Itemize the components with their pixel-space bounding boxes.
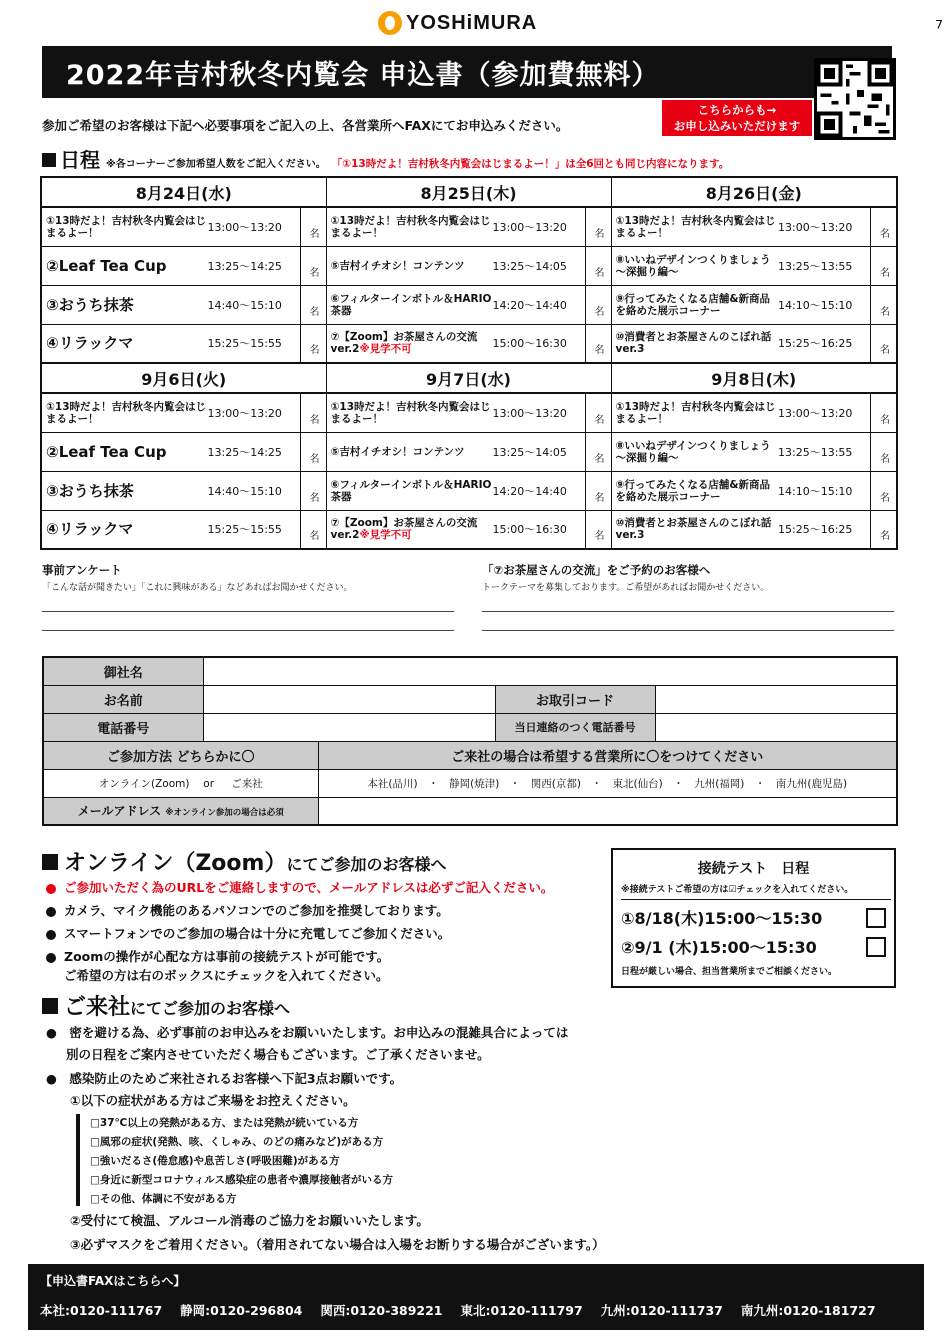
session-entry bbox=[612, 208, 897, 246]
session-name bbox=[327, 215, 493, 239]
session-name bbox=[612, 331, 779, 355]
fax-number: 東北:0120-111797 bbox=[460, 1303, 583, 1318]
session-name-text: ⑩消費者とお茶屋さんのこぼれ話 ver.3 bbox=[615, 517, 772, 542]
symptom-item: □身近に新型コロナウィルス感染症の患者や濃厚接触者がいる方 bbox=[90, 1174, 393, 1186]
attendee-count-field[interactable]: 名 bbox=[300, 394, 326, 432]
session-cell bbox=[611, 471, 897, 510]
fax-number: 静岡:0120-296804 bbox=[180, 1303, 303, 1318]
attendee-count-field[interactable]: 名 bbox=[585, 433, 611, 471]
qr-code-icon[interactable] bbox=[814, 58, 896, 140]
session-name bbox=[42, 481, 208, 500]
logo-text: YOSHiMURA bbox=[406, 11, 538, 34]
session-entry bbox=[612, 394, 897, 432]
date-header: 8月24日(水) bbox=[41, 177, 326, 207]
date-header: 9月6日(火) bbox=[41, 363, 326, 393]
session-name bbox=[42, 215, 208, 239]
session-time: 13:00～13:20 bbox=[207, 406, 282, 420]
online-bullet-text: ご希望の方は右のボックスにチェックを入れてください。 bbox=[64, 968, 389, 983]
connection-test-box bbox=[611, 848, 896, 988]
test-slot-label: ①8/18(木)15:00～15:30 bbox=[621, 909, 823, 928]
online-bullet-text: ご参加いただく為のURLをご連絡しますので、メールアドレスは必ずご記入ください。 bbox=[64, 880, 554, 895]
session-name bbox=[42, 442, 208, 461]
method-options[interactable]: オンライン(Zoom) or ご来社 bbox=[43, 769, 318, 797]
office-options[interactable]: 本社(品川) ・ 静岡(焼津) ・ 関西(京都) ・ 東北(仙台) ・ 九州(福岡) ・ 南九州(鹿児島) bbox=[318, 769, 897, 797]
bullet-icon bbox=[46, 930, 56, 940]
fold-mark-icon: ⁷ bbox=[934, 16, 943, 40]
session-entry bbox=[612, 433, 897, 471]
session-cell bbox=[326, 510, 611, 549]
session-row bbox=[41, 432, 897, 471]
session-name bbox=[327, 401, 493, 425]
session-name bbox=[327, 293, 493, 317]
session-cell bbox=[41, 432, 326, 471]
session-cell bbox=[41, 471, 326, 510]
name-label: お名前 bbox=[43, 685, 203, 713]
session-cell bbox=[326, 246, 611, 285]
fax-number: 関西:0120-389221 bbox=[320, 1303, 443, 1318]
session-name-text: ③おうち抹茶 bbox=[46, 295, 134, 314]
attendee-count-field[interactable]: 名 bbox=[300, 325, 326, 363]
symptom-item: □強いだるさ(倦怠感)や息苦しさ(呼吸困難)がある方 bbox=[90, 1155, 340, 1167]
phone-label: 電話番号 bbox=[43, 713, 203, 741]
session-name bbox=[612, 479, 779, 503]
session-time: 14:10～15:10 bbox=[778, 484, 853, 498]
day-phone-label: 当日連絡のつく電話番号 bbox=[495, 713, 655, 741]
session-time: 14:40～15:10 bbox=[207, 298, 282, 312]
session-time: 13:25～14:05 bbox=[492, 259, 567, 273]
date-header: 9月8日(木) bbox=[611, 363, 897, 393]
attendee-count-field[interactable]: 名 bbox=[870, 511, 896, 549]
symptom-item: □風邪の症状(発熱、咳、くしゃみ、のどの痛みなど)がある方 bbox=[90, 1136, 384, 1148]
online-bullet-text: カメラ、マイク機能のあるパソコンでのご参加を推奨しております。 bbox=[64, 903, 449, 918]
visit-heading bbox=[42, 990, 290, 1021]
attendee-count-field[interactable]: 名 bbox=[585, 325, 611, 363]
exchange-answer-line[interactable] bbox=[482, 630, 894, 631]
date-header-row bbox=[41, 363, 897, 393]
trade-code-field[interactable] bbox=[655, 685, 897, 713]
attendee-count-field[interactable]: 名 bbox=[585, 286, 611, 324]
session-time: 14:20～14:40 bbox=[492, 298, 567, 312]
session-entry bbox=[42, 286, 326, 324]
session-row bbox=[41, 510, 897, 549]
session-cell bbox=[326, 207, 611, 246]
session-name-text: ②Leaf Tea Cup bbox=[46, 442, 167, 461]
session-entry bbox=[42, 511, 326, 549]
session-entry bbox=[612, 511, 897, 549]
visit-paragraph: ②受付にて検温、アルコール消毒のご協力をお願いいたします。 bbox=[70, 1213, 429, 1228]
exchange-sub: トークテーマを募集しております。ご希望があればお聞かせください。 bbox=[482, 583, 770, 593]
survey-label: 事前アンケート bbox=[42, 563, 122, 577]
session-entry bbox=[42, 472, 326, 510]
fax-numbers bbox=[40, 1301, 924, 1319]
web-apply-line1: こちらからも→ bbox=[697, 103, 777, 117]
online-bullet bbox=[46, 901, 449, 921]
attendee-count-field[interactable]: 名 bbox=[585, 511, 611, 549]
survey-block bbox=[42, 562, 454, 631]
session-entry bbox=[327, 286, 611, 324]
online-bullet-text: Zoomの操作が心配な方は事前の接続テストが可能です。 bbox=[64, 949, 390, 964]
session-entry bbox=[42, 433, 326, 471]
square-bullet-icon bbox=[42, 153, 56, 167]
email-label bbox=[43, 797, 318, 825]
session-time: 15:25～15:55 bbox=[207, 337, 282, 351]
session-row bbox=[41, 324, 897, 363]
visit-paragraph: 別の日程をご案内させていただく場合もございます。ご了承くださいませ。 bbox=[66, 1047, 490, 1062]
session-name-text: ①13時だよ！吉村秋冬内覧会はじまるよー！ bbox=[615, 214, 776, 239]
session-name bbox=[612, 401, 779, 425]
session-time: 13:25～14:25 bbox=[207, 445, 282, 459]
session-cell bbox=[611, 246, 897, 285]
intro-text: 参加ご希望のお客様は下記へ必要事項をご記入の上、各営業所へFAXにてお申込みください。 bbox=[42, 118, 569, 133]
session-name bbox=[612, 215, 779, 239]
no-observation-note: ※見学不可 bbox=[359, 529, 412, 542]
test-slot bbox=[621, 935, 894, 958]
survey-sub: 「こんな話が聞きたい」「これに興味がある」などあればお聞かせください。 bbox=[42, 583, 353, 593]
survey-answer-line[interactable] bbox=[42, 630, 454, 631]
fax-number: 九州:0120-111737 bbox=[600, 1303, 723, 1318]
attendee-count-field[interactable]: 名 bbox=[585, 472, 611, 510]
session-name bbox=[327, 331, 493, 355]
email-label-text: メールアドレス bbox=[77, 804, 162, 819]
web-apply-line2: お申し込みいただけます bbox=[673, 119, 801, 133]
exchange-answer-line[interactable] bbox=[482, 611, 894, 612]
visit-paragraph: ● 密を避ける為、必ず事前のお申込みをお願いいたします。お申込みの混雑具合によっては bbox=[46, 1025, 569, 1040]
attendee-count-field[interactable]: 名 bbox=[300, 208, 326, 246]
session-entry bbox=[42, 247, 326, 285]
test-note: ※接続テストご希望の方は☑チェックを入れてください。 bbox=[621, 882, 891, 900]
exchange-block bbox=[482, 562, 894, 631]
session-time: 13:00～13:20 bbox=[778, 220, 853, 234]
bullet-icon bbox=[46, 884, 56, 894]
session-cell bbox=[326, 432, 611, 471]
session-name-text: ⑦【Zoom】お茶屋さんの交流 ver.2 bbox=[330, 331, 478, 356]
session-cell bbox=[41, 324, 326, 363]
session-cell bbox=[41, 246, 326, 285]
attendee-count-field[interactable]: 名 bbox=[870, 286, 896, 324]
no-observation-note: ※見学不可 bbox=[359, 343, 412, 356]
session-cell bbox=[326, 393, 611, 432]
schedule-note: ※各コーナーご参加希望人数をご記入ください。 bbox=[106, 159, 326, 170]
visit-heading-sub: にてご参加のお客様へ bbox=[130, 999, 291, 1018]
bullet-icon bbox=[46, 907, 56, 917]
date-header-row bbox=[41, 177, 897, 207]
attendee-count-field[interactable]: 名 bbox=[300, 511, 326, 549]
session-cell bbox=[41, 510, 326, 549]
session-row bbox=[41, 207, 897, 246]
session-name-text: ④リラックマ bbox=[46, 334, 134, 353]
session-time: 13:00～13:20 bbox=[207, 220, 282, 234]
session-name bbox=[612, 293, 779, 317]
fax-label: 【申込書FAXはこちらへ】 bbox=[40, 1274, 186, 1288]
session-name bbox=[42, 401, 208, 425]
session-name-text: ⑤吉村イチオシ！コンテンツ bbox=[330, 259, 465, 272]
attendee-count-field[interactable]: 名 bbox=[870, 247, 896, 285]
date-header: 8月26日(金) bbox=[611, 177, 897, 207]
test-slot bbox=[621, 906, 894, 929]
online-heading-text: オンライン（Zoom） bbox=[64, 851, 287, 876]
session-name-text: ①13時だよ！吉村秋冬内覧会はじまるよー！ bbox=[46, 214, 207, 239]
session-time: 14:10～15:10 bbox=[778, 298, 853, 312]
symptom-bar bbox=[76, 1114, 80, 1206]
company-field[interactable] bbox=[203, 657, 897, 685]
session-name bbox=[327, 479, 493, 503]
session-time: 15:00～16:30 bbox=[492, 337, 567, 351]
name-field[interactable] bbox=[203, 685, 495, 713]
visit-paragraph: ● 感染防止のためご来社されるお客様へ下記3点お願いです。 bbox=[46, 1071, 403, 1086]
online-bullet bbox=[46, 947, 389, 967]
day-phone-field[interactable] bbox=[655, 713, 897, 741]
session-name-text: ⑤吉村イチオシ！コンテンツ bbox=[330, 445, 465, 458]
session-name bbox=[612, 517, 779, 541]
session-entry bbox=[327, 472, 611, 510]
fax-number: 南九州:0120-181727 bbox=[740, 1303, 876, 1318]
session-name bbox=[612, 440, 779, 464]
attendee-count-field[interactable]: 名 bbox=[300, 286, 326, 324]
session-name bbox=[42, 520, 208, 539]
schedule-table bbox=[40, 176, 898, 550]
visit-paragraph: ①以下の症状がある方はご来場をお控えください。 bbox=[70, 1093, 356, 1108]
attendee-count-field[interactable]: 名 bbox=[870, 394, 896, 432]
schedule-heading bbox=[42, 144, 729, 173]
session-entry bbox=[327, 433, 611, 471]
fax-number: 本社:0120-111767 bbox=[40, 1303, 163, 1318]
session-name bbox=[327, 260, 493, 272]
applicant-form bbox=[42, 656, 898, 826]
session-name bbox=[42, 295, 208, 314]
survey-answer-line[interactable] bbox=[42, 611, 454, 612]
online-heading bbox=[42, 846, 446, 877]
attendee-count-field[interactable]: 名 bbox=[870, 472, 896, 510]
session-time: 15:25～16:25 bbox=[778, 523, 853, 537]
session-cell bbox=[611, 207, 897, 246]
session-entry bbox=[612, 286, 897, 324]
date-header: 9月7日(水) bbox=[326, 363, 611, 393]
schedule-heading-text: 日程 bbox=[60, 148, 100, 172]
session-row bbox=[41, 393, 897, 432]
session-entry bbox=[327, 247, 611, 285]
session-name-text: ⑨行ってみたくなる店舗&新商品を絡めた展示コーナー bbox=[615, 292, 771, 317]
session-name-text: ⑧いいねデザインつくりましょう ～深掘り編～ bbox=[615, 439, 771, 464]
session-time: 13:25～13:55 bbox=[778, 259, 853, 273]
attendee-count-field[interactable]: 名 bbox=[300, 472, 326, 510]
session-name bbox=[42, 256, 208, 275]
session-name-text: ④リラックマ bbox=[46, 520, 134, 539]
session-entry bbox=[327, 325, 611, 363]
online-bullet bbox=[46, 878, 553, 898]
session-cell bbox=[41, 207, 326, 246]
session-name-text: ①13時だよ！吉村秋冬内覧会はじまるよー！ bbox=[46, 400, 207, 425]
session-name bbox=[42, 334, 208, 353]
method-label: ご参加方法 どちらかに〇 bbox=[43, 741, 318, 769]
session-entry bbox=[612, 325, 897, 363]
session-name-text: ⑨行ってみたくなる店舗&新商品を絡めた展示コーナー bbox=[615, 478, 771, 503]
test-slot-checkbox[interactable] bbox=[866, 937, 886, 957]
trade-code-label: お取引コード bbox=[495, 685, 655, 713]
online-bullet-cont bbox=[46, 966, 389, 986]
session-time: 13:00～13:20 bbox=[778, 406, 853, 420]
session-time: 14:40～15:10 bbox=[207, 484, 282, 498]
session-time: 15:25～15:55 bbox=[207, 523, 282, 537]
session-row bbox=[41, 471, 897, 510]
email-note: ※オンライン参加の場合は必須 bbox=[165, 808, 284, 819]
session-name-text: ⑩消費者とお茶屋さんのこぼれ話 ver.3 bbox=[615, 331, 772, 356]
session-name-text: ⑥フィルターインボトル＆HARIO茶器 bbox=[330, 478, 492, 503]
session-name-text: ③おうち抹茶 bbox=[46, 481, 134, 500]
session-name bbox=[327, 446, 493, 458]
session-entry bbox=[327, 511, 611, 549]
session-row bbox=[41, 246, 897, 285]
date-header: 8月25日(木) bbox=[326, 177, 611, 207]
session-cell bbox=[611, 324, 897, 363]
session-cell bbox=[611, 393, 897, 432]
logo-mark-icon bbox=[378, 11, 402, 35]
attendee-count-field[interactable]: 名 bbox=[870, 433, 896, 471]
attendee-count-field[interactable]: 名 bbox=[870, 208, 896, 246]
web-apply-callout[interactable] bbox=[662, 100, 812, 136]
online-bullet-text: スマートフォンでのご参加の場合は十分に充電してご参加ください。 bbox=[64, 926, 451, 941]
session-time: 13:00～13:20 bbox=[492, 406, 567, 420]
session-name-text: ②Leaf Tea Cup bbox=[46, 256, 167, 275]
session-time: 13:25～14:25 bbox=[207, 259, 282, 273]
symptom-item: □37℃以上の発熱がある方、または発熱が続いている方 bbox=[90, 1117, 359, 1129]
attendee-count-field[interactable]: 名 bbox=[585, 247, 611, 285]
session-cell bbox=[611, 285, 897, 324]
attendee-count-field[interactable]: 名 bbox=[300, 247, 326, 285]
schedule-red-note: 「①13時だよ！吉村秋冬内覧会はじまるよー！」は全6回とも同じ内容になります。 bbox=[331, 158, 730, 170]
attendee-count-field[interactable]: 名 bbox=[300, 433, 326, 471]
test-slot-checkbox[interactable] bbox=[866, 908, 886, 928]
session-cell bbox=[326, 471, 611, 510]
attendee-count-field[interactable]: 名 bbox=[585, 394, 611, 432]
online-heading-sub: にてご参加のお客様へ bbox=[286, 855, 447, 874]
session-name-text: ⑥フィルターインボトル＆HARIO茶器 bbox=[330, 292, 492, 317]
session-time: 14:20～14:40 bbox=[492, 484, 567, 498]
test-footer: 日程が厳しい場合、担当営業所までご相談ください。 bbox=[621, 967, 838, 977]
session-time: 15:00～16:30 bbox=[492, 523, 567, 537]
symptom-item: □その他、体調に不安がある方 bbox=[90, 1193, 237, 1205]
online-bullet bbox=[46, 924, 450, 944]
session-entry bbox=[42, 394, 326, 432]
title-bar bbox=[42, 46, 892, 98]
session-time: 13:00～13:20 bbox=[492, 220, 567, 234]
test-slot-label: ②9/1 (木)15:00～15:30 bbox=[621, 938, 817, 957]
session-entry bbox=[327, 208, 611, 246]
session-time: 15:25～16:25 bbox=[778, 337, 853, 351]
logo bbox=[378, 8, 537, 38]
session-cell bbox=[41, 393, 326, 432]
session-cell bbox=[41, 285, 326, 324]
session-entry bbox=[327, 394, 611, 432]
square-bullet-icon bbox=[42, 998, 58, 1014]
test-heading: 接続テスト 日程 bbox=[697, 861, 810, 877]
session-name-text: ⑦【Zoom】お茶屋さんの交流 ver.2 bbox=[330, 517, 478, 542]
page-title: 2022年吉村秋冬内覧会 申込書（参加費無料） bbox=[66, 59, 660, 91]
fax-footer bbox=[28, 1264, 924, 1330]
session-entry bbox=[42, 325, 326, 363]
session-time: 13:25～13:55 bbox=[778, 445, 853, 459]
square-bullet-icon bbox=[42, 854, 58, 870]
session-cell bbox=[326, 324, 611, 363]
office-choice-label: ご来社の場合は希望する営業所に〇をつけてください bbox=[318, 741, 897, 769]
session-name-text: ①13時だよ！吉村秋冬内覧会はじまるよー！ bbox=[330, 214, 491, 239]
session-name-text: ①13時だよ！吉村秋冬内覧会はじまるよー！ bbox=[330, 400, 491, 425]
session-entry bbox=[42, 208, 326, 246]
session-row bbox=[41, 285, 897, 324]
session-name-text: ⑧いいねデザインつくりましょう ～深掘り編～ bbox=[615, 253, 771, 278]
session-name-text: ①13時だよ！吉村秋冬内覧会はじまるよー！ bbox=[615, 400, 776, 425]
session-cell bbox=[326, 285, 611, 324]
session-time: 13:25～14:05 bbox=[492, 445, 567, 459]
attendee-count-field[interactable]: 名 bbox=[585, 208, 611, 246]
phone-field[interactable] bbox=[203, 713, 495, 741]
attendee-count-field[interactable]: 名 bbox=[870, 325, 896, 363]
session-name bbox=[612, 254, 779, 278]
session-cell bbox=[611, 510, 897, 549]
session-cell bbox=[611, 432, 897, 471]
session-entry bbox=[612, 247, 897, 285]
visit-paragraph: ③必ずマスクをご着用ください。（着用されてない場合は入場をお断りする場合がございます。） bbox=[70, 1237, 605, 1252]
visit-heading-text: ご来社 bbox=[64, 995, 131, 1020]
email-field[interactable] bbox=[318, 797, 897, 825]
exchange-label: 「⑦お茶屋さんの交流」をご予約のお客様へ bbox=[482, 563, 711, 577]
session-entry bbox=[612, 472, 897, 510]
bullet-icon bbox=[46, 953, 56, 963]
company-label: 御社名 bbox=[43, 657, 203, 685]
session-name bbox=[327, 517, 493, 541]
